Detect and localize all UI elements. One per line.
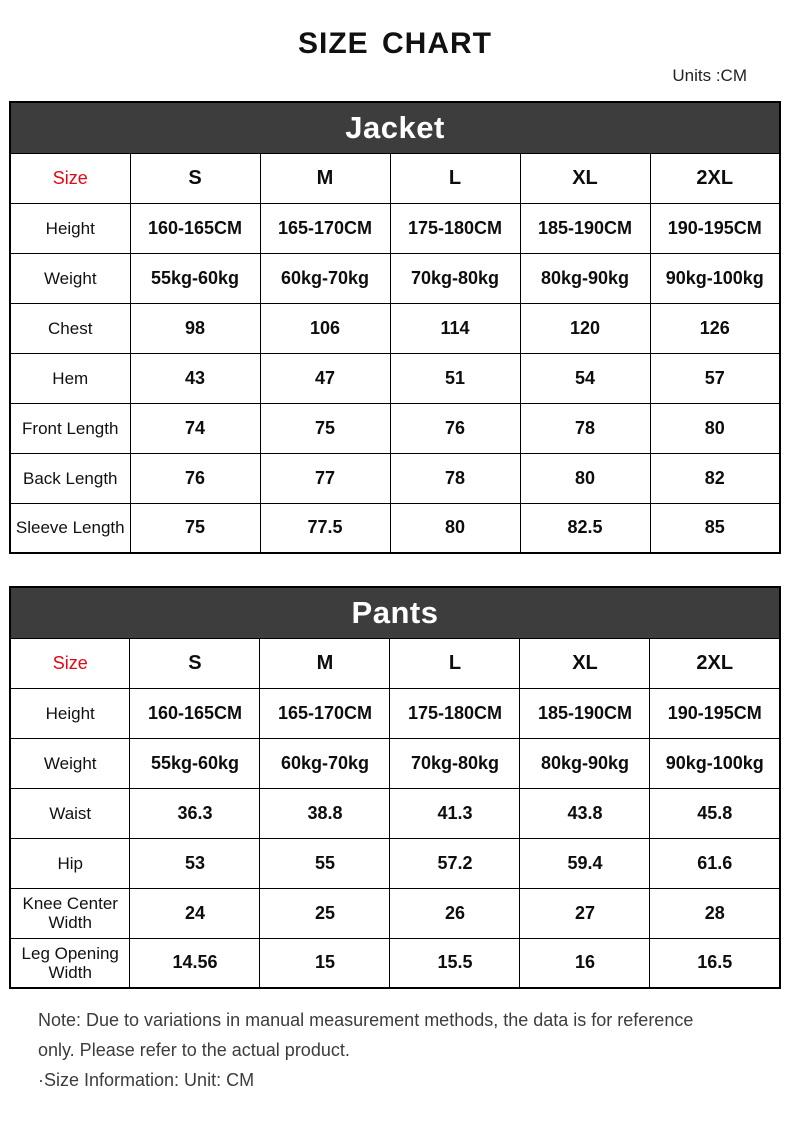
row-label-hem: Hem (10, 353, 130, 403)
cell-value: 70kg-80kg (390, 253, 520, 303)
cell-value: 80 (390, 503, 520, 553)
cell-value: 114 (390, 303, 520, 353)
cell-value: 16 (520, 938, 650, 988)
cell-value: 82 (650, 453, 780, 503)
pants-table-title: Pants (10, 587, 780, 638)
table-row (10, 838, 780, 888)
cell-value: 26 (390, 888, 520, 938)
cell-value: 15.5 (390, 938, 520, 988)
cell-value: 54 (520, 353, 650, 403)
pants-title-row (10, 587, 780, 638)
size-col-header-m: M (260, 638, 390, 688)
table-row (10, 203, 780, 253)
row-label-hip: Hip (10, 838, 130, 888)
row-label-front-length: Front Length (10, 403, 130, 453)
size-col-header-l: L (390, 153, 520, 203)
cell-value: 85 (650, 503, 780, 553)
cell-value: 190-195CM (650, 203, 780, 253)
cell-value: 75 (130, 503, 260, 553)
note-line-2: only. Please refer to the actual product. (38, 1040, 350, 1060)
cell-value: 41.3 (390, 788, 520, 838)
jacket-table-title: Jacket (10, 102, 780, 153)
cell-value: 60kg-70kg (260, 738, 390, 788)
row-label-back-length: Back Length (10, 453, 130, 503)
cell-value: 59.4 (520, 838, 650, 888)
row-label-height: Height (10, 688, 130, 738)
size-col-header-xl: XL (520, 638, 650, 688)
cell-value: 82.5 (520, 503, 650, 553)
jacket-size-row (10, 153, 780, 203)
cell-value: 165-170CM (260, 203, 390, 253)
cell-value: 77 (260, 453, 390, 503)
table-row (10, 788, 780, 838)
cell-value: 14.56 (130, 938, 260, 988)
table-row (10, 938, 780, 988)
note-line-3: ·Size Information: Unit: CM (38, 1070, 255, 1090)
table-row (10, 403, 780, 453)
jacket-title-row (10, 102, 780, 153)
cell-value: 47 (260, 353, 390, 403)
cell-value: 38.8 (260, 788, 390, 838)
size-row-label: Size (10, 153, 130, 203)
cell-value: 75 (260, 403, 390, 453)
cell-value: 36.3 (130, 788, 260, 838)
cell-value: 57 (650, 353, 780, 403)
table-row (10, 688, 780, 738)
size-col-header-m: M (260, 153, 390, 203)
cell-value: 106 (260, 303, 390, 353)
cell-value: 98 (130, 303, 260, 353)
cell-value: 175-180CM (390, 688, 520, 738)
cell-value: 45.8 (650, 788, 780, 838)
cell-value: 78 (520, 403, 650, 453)
cell-value: 53 (130, 838, 260, 888)
row-label-chest: Chest (10, 303, 130, 353)
table-row (10, 253, 780, 303)
cell-value: 76 (390, 403, 520, 453)
cell-value: 60kg-70kg (260, 253, 390, 303)
cell-value: 16.5 (650, 938, 780, 988)
cell-value: 126 (650, 303, 780, 353)
cell-value: 185-190CM (520, 203, 650, 253)
table-row (10, 503, 780, 553)
cell-value: 78 (390, 453, 520, 503)
table-row (10, 888, 780, 938)
cell-value: 24 (130, 888, 260, 938)
table-row (10, 738, 780, 788)
cell-value: 55 (260, 838, 390, 888)
cell-value: 190-195CM (650, 688, 780, 738)
size-col-header-l: L (390, 638, 520, 688)
cell-value: 43.8 (520, 788, 650, 838)
size-col-header-xl: XL (520, 153, 650, 203)
pants-table (9, 586, 781, 989)
cell-value: 90kg-100kg (650, 253, 780, 303)
cell-value: 185-190CM (520, 688, 650, 738)
cell-value: 80kg-90kg (520, 253, 650, 303)
cell-value: 80kg-90kg (520, 738, 650, 788)
cell-value: 120 (520, 303, 650, 353)
note (38, 1005, 745, 1095)
cell-value: 77.5 (260, 503, 390, 553)
row-label-leg-opening-width: Leg Opening Width (10, 938, 130, 988)
cell-value: 27 (520, 888, 650, 938)
cell-value: 76 (130, 453, 260, 503)
cell-value: 57.2 (390, 838, 520, 888)
cell-value: 51 (390, 353, 520, 403)
size-col-header-2xl: 2XL (650, 153, 780, 203)
cell-value: 15 (260, 938, 390, 988)
size-col-header-s: S (130, 153, 260, 203)
note-line-1: Note: Due to variations in manual measurement methods, the data is for reference (38, 1010, 694, 1030)
units-label: Units :CM (672, 66, 747, 85)
cell-value: 43 (130, 353, 260, 403)
table-row (10, 353, 780, 403)
row-label-height: Height (10, 203, 130, 253)
cell-value: 74 (130, 403, 260, 453)
cell-value: 165-170CM (260, 688, 390, 738)
cell-value: 175-180CM (390, 203, 520, 253)
cell-value: 80 (650, 403, 780, 453)
row-label-weight: Weight (10, 738, 130, 788)
table-row (10, 453, 780, 503)
cell-value: 61.6 (650, 838, 780, 888)
cell-value: 55kg-60kg (130, 738, 260, 788)
table-row (10, 303, 780, 353)
row-label-knee-center-width: Knee Center Width (10, 888, 130, 938)
pants-size-row (10, 638, 780, 688)
cell-value: 90kg-100kg (650, 738, 780, 788)
size-row-label: Size (10, 638, 130, 688)
cell-value: 80 (520, 453, 650, 503)
size-col-header-s: S (130, 638, 260, 688)
cell-value: 70kg-80kg (390, 738, 520, 788)
cell-value: 25 (260, 888, 390, 938)
row-label-waist: Waist (10, 788, 130, 838)
cell-value: 55kg-60kg (130, 253, 260, 303)
jacket-table (9, 101, 781, 554)
row-label-weight: Weight (10, 253, 130, 303)
cell-value: 28 (650, 888, 780, 938)
cell-value: 160-165CM (130, 203, 260, 253)
cell-value: 160-165CM (130, 688, 260, 738)
row-label-sleeve-length: Sleeve Length (10, 503, 130, 553)
size-col-header-2xl: 2XL (650, 638, 780, 688)
page-title: SIZE CHART (298, 27, 492, 60)
